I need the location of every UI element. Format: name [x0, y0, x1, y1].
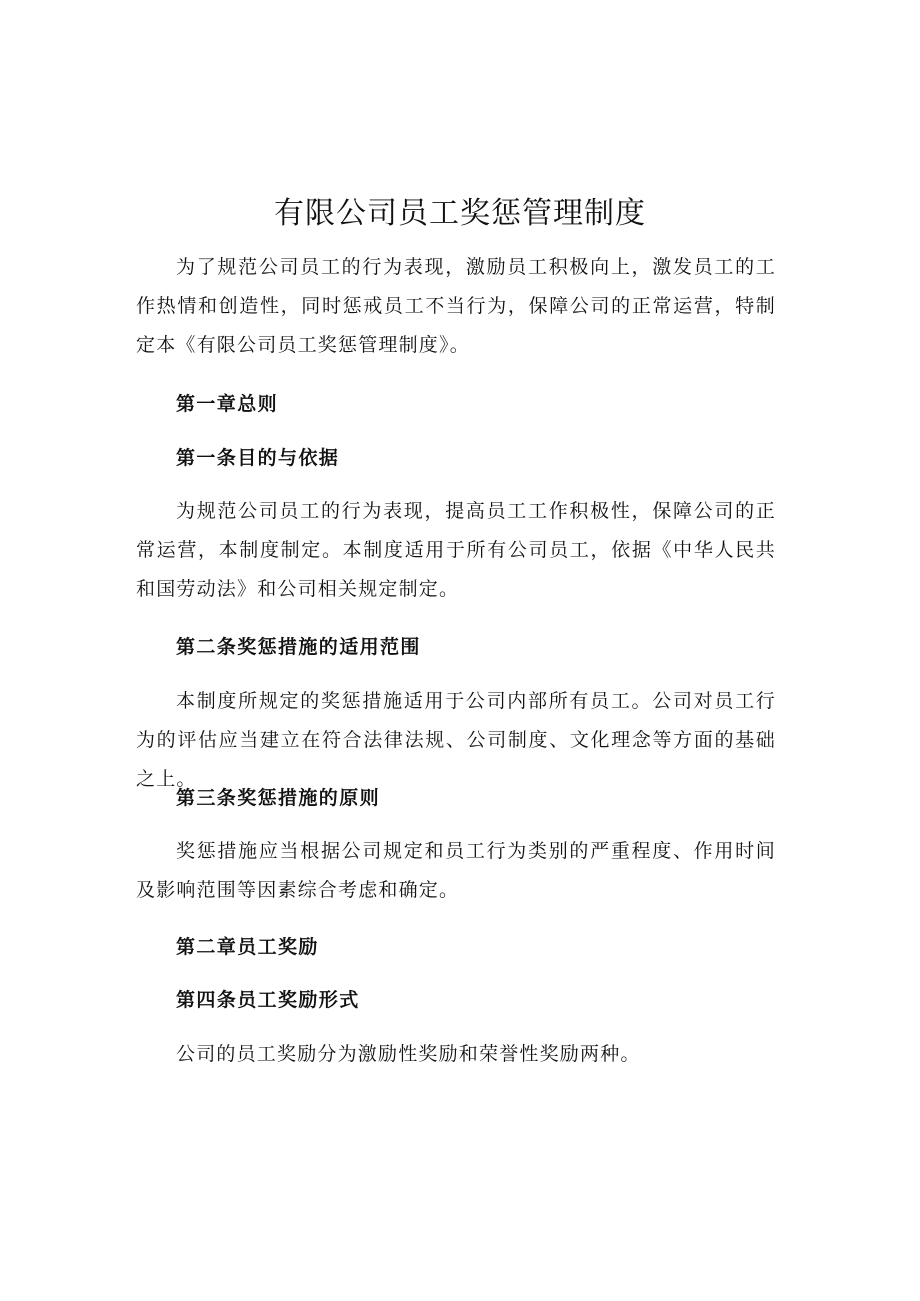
chapter-1-heading: 第一章总则 — [176, 393, 279, 415]
document-title: 有限公司员工奖惩管理制度 — [274, 196, 646, 231]
chapter-2-heading: 第二章员工奖励 — [176, 936, 319, 958]
article-3-heading: 第三条奖惩措施的原则 — [176, 787, 381, 809]
article-2-heading: 第二条奖惩措施的适用范围 — [176, 636, 421, 658]
article-2-text: 本制度所规定的奖惩措施适用于公司内部所有员工。公司对员工行为的评估应当建立在符合法律法规、公司制度、文化理念等方面的基础之上。 — [136, 690, 776, 790]
article-4-text: 公司的员工奖励分为激励性奖励和荣誉性奖励两种。 — [176, 1043, 641, 1065]
article-1-heading: 第一条目的与依据 — [176, 447, 340, 469]
article-3-text: 奖惩措施应当根据公司规定和员工行为类别的严重程度、作用时间及影响范围等因素综合考虑和确定。 — [136, 840, 776, 901]
article-1-text: 为规范公司员工的行为表现，提高员工工作积极性，保障公司的正常运营，本制度制定。本制度适用于所有公司员工，依据《中华人民共和国劳动法》和公司相关规定制定。 — [136, 500, 776, 600]
article-4-heading: 第四条员工奖励形式 — [176, 989, 360, 1011]
intro-paragraph: 为了规范公司员工的行为表现，激励员工积极向上，激发员工的工作热情和创造性，同时惩戒员工不当行为，保障公司的正常运营，特制定本《有限公司员工奖惩管理制度》。 — [136, 256, 776, 356]
